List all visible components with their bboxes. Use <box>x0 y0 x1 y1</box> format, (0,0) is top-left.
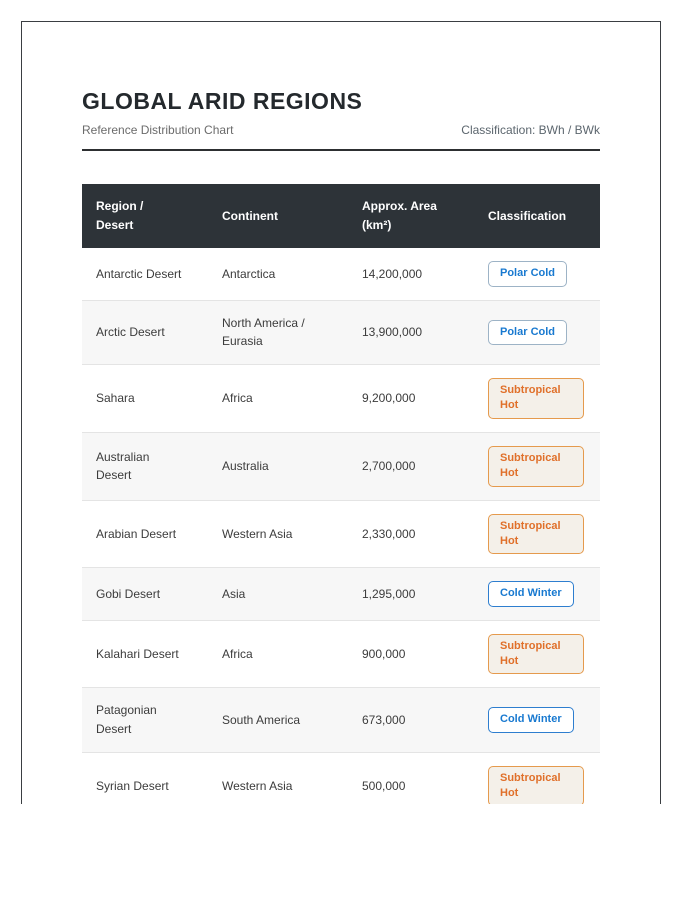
classification-badge: Subtropical Hot <box>488 634 584 675</box>
table-row <box>82 500 600 568</box>
area-cell: 2,330,000 <box>362 526 416 541</box>
col-header-region: Region / Desert <box>82 184 208 248</box>
region-cell: Patagonian Desert <box>96 703 157 737</box>
classification-cell <box>474 500 600 568</box>
col-header-continent: Continent <box>208 184 348 248</box>
classification-badge: Polar Cold <box>488 320 567 345</box>
region-cell: Arctic Desert <box>96 325 165 340</box>
continent-cell: South America <box>222 712 301 727</box>
page-title: GLOBAL ARID REGIONS <box>82 88 363 114</box>
table-header-row <box>82 184 600 248</box>
region-cell: Kalahari Desert <box>96 646 179 661</box>
continent-cell: Asia <box>222 586 246 601</box>
area-cell: 673,000 <box>362 712 406 727</box>
classification-badge: Subtropical Hot <box>488 446 584 487</box>
region-cell: Sahara <box>96 391 135 406</box>
table-row <box>82 620 600 688</box>
region-cell: Australian Desert <box>96 449 150 483</box>
classification-cell <box>474 432 600 500</box>
region-cell: Arabian Desert <box>96 526 177 541</box>
page-content <box>22 22 660 804</box>
area-cell: 2,700,000 <box>362 458 416 473</box>
classification-badge: Cold Winter <box>488 581 574 606</box>
classification-badge: Polar Cold <box>488 261 567 286</box>
col-header-classification: Classification <box>474 184 600 248</box>
table-row <box>82 364 600 432</box>
area-cell: 500,000 <box>362 778 406 793</box>
col-header-area: Approx. Area (km²) <box>348 184 474 248</box>
page-frame <box>21 21 661 804</box>
table-row <box>82 688 600 752</box>
subheader-row <box>82 123 600 151</box>
classification-badge: Subtropical Hot <box>488 766 584 804</box>
classification-badge: Subtropical Hot <box>488 514 584 555</box>
table-row <box>82 300 600 364</box>
continent-cell: Africa <box>222 646 253 661</box>
area-cell: 14,200,000 <box>362 266 423 281</box>
classification-cell <box>474 568 600 620</box>
area-cell: 900,000 <box>362 646 406 661</box>
classification-badge: Cold Winter <box>488 707 574 732</box>
page-subtitle: Reference Distribution Chart <box>82 123 234 137</box>
classification-cell <box>474 752 600 804</box>
continent-cell: Africa <box>222 391 253 406</box>
continent-cell: Western Asia <box>222 526 293 541</box>
continent-cell: Western Asia <box>222 778 293 793</box>
region-cell: Syrian Desert <box>96 778 169 793</box>
classification-note: Classification: BWh / BWk <box>461 123 600 137</box>
classification-cell <box>474 688 600 752</box>
continent-cell: North America / Eurasia <box>222 315 305 349</box>
area-cell: 1,295,000 <box>362 586 416 601</box>
table-row <box>82 752 600 804</box>
area-cell: 9,200,000 <box>362 391 416 406</box>
classification-badge: Subtropical Hot <box>488 378 584 419</box>
table-row <box>82 432 600 500</box>
continent-cell: Antarctica <box>222 266 276 281</box>
classification-cell <box>474 364 600 432</box>
area-cell: 13,900,000 <box>362 325 423 340</box>
continent-cell: Australia <box>222 458 269 473</box>
regions-table <box>82 184 600 804</box>
classification-cell <box>474 300 600 364</box>
region-cell: Gobi Desert <box>96 586 161 601</box>
region-cell: Antarctic Desert <box>96 266 182 281</box>
table-row <box>82 568 600 620</box>
table-row <box>82 248 600 300</box>
classification-cell <box>474 620 600 688</box>
classification-cell <box>474 248 600 300</box>
